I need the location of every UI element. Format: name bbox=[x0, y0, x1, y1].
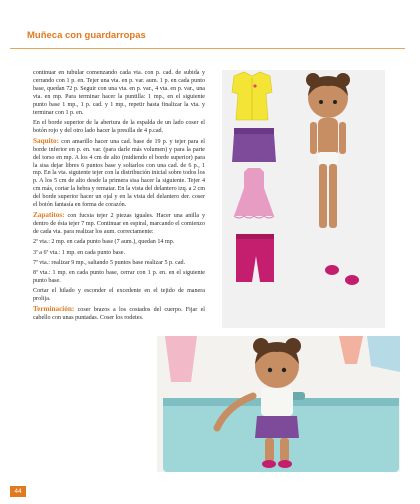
section-saquito bbox=[33, 138, 205, 210]
zapatitos-heading: Zapatitos: bbox=[33, 211, 65, 220]
saquito-heading: Saquito: bbox=[33, 136, 59, 145]
amigurumi-doll bbox=[306, 73, 350, 228]
fuchsia-shoe-right bbox=[345, 275, 359, 285]
round-3-6: 3ª a 6ª vta.: 1 mp. en cada punto base. bbox=[33, 249, 126, 256]
hanging-fabric-pink bbox=[165, 336, 197, 382]
paragraph-button: En el borde superior de la abertura de la espalda de un lado coser el botón rojo y del otro lado hacer la presilla de 4 p.cad. bbox=[33, 119, 205, 134]
chapter-title: Muñeca con guardarropas bbox=[27, 30, 146, 41]
fuchsia-pants bbox=[236, 234, 274, 282]
paragraph-continue: continuar en tubular comenzando cada vta. con p. cad. de subida y cerrando con 1 p. en. Tejer una vta. en p. var. aum. 1 p. en cada punto base, quedan 72 p. Seguir con una vta. en p. var., 4 vta. en p. var., una vta. en mp. Para terminar hacer la puntilla: 1 mp., en el siguiente punto base 1 mp., 1 p. cad. y 1 mp., repetir hasta finalizar la vta. y terminar con 1 p. en. bbox=[33, 70, 205, 116]
terminacion-text: coser brazos a los costados del cuerpo. Fijar el cabello con unas puntadas. Coser los rodetes. bbox=[33, 307, 205, 322]
doll-wardrobe-photo bbox=[222, 70, 385, 328]
round-7: 7ª vta.: realizar 9 mp., saltando 5 puntos base realizar 5 p. cad. bbox=[33, 259, 186, 266]
purple-skirt bbox=[232, 128, 276, 162]
pattern-text-column bbox=[33, 70, 205, 325]
yellow-cardigan bbox=[232, 72, 272, 120]
saquito-text: con amarillo hacer una cad. base de 19 p. y tejer para el borde inferior en p. en. var. (para darle más volumen) y para la parte del torso en mp. A los 4 cm de alto (midiendo el borde superior) para la sisa dejar libres 6 puntos base y soltarlos con una cad. de 6 p., 1 mp. En la vta. siguiente tejer con la distribución inicial sobre todos los p. A los 5 cm de alto desde la primera sisa hacer la siguiente. Tejer 4 cm más, cortar la hebra y rematar. En la vista del delantero izq. a 2 cm del borde superior hacer un ojal y en la vista del delantero der. coser el botón fantasía en forma de corazón. bbox=[33, 138, 205, 209]
round-2: 2ª vta.: 2 mp. en cada punto base (7 aum.), quedan 14 mp. bbox=[33, 239, 175, 246]
terminacion-heading: Terminación: bbox=[33, 305, 75, 314]
zapatitos-text: con fucsia tejer 2 piezas iguales. Hacer una anilla y dentro de ésta tejer 7 mp. Continuar en espiral, marcando el comienzo de cada vta. para realizar los aum. correctamente: bbox=[33, 213, 205, 236]
round-8: 8ª vta.: 1 mp. en cada punto base, cerrar con 1 p. en. en el siguiente punto base. bbox=[33, 269, 205, 284]
fuchsia-shoe-left bbox=[325, 265, 339, 275]
page-number: 44 bbox=[10, 486, 26, 497]
hanging-fabric-coral bbox=[339, 336, 363, 364]
pink-dress bbox=[234, 168, 274, 218]
paragraph-finish: Cortar el hilado y esconder el excedente en el tejido de manera prolija. bbox=[33, 288, 205, 302]
hanging-fabric-blue bbox=[367, 336, 400, 372]
section-terminacion bbox=[33, 306, 205, 323]
dressed-doll-photo bbox=[157, 336, 400, 472]
header-divider bbox=[10, 48, 405, 49]
section-zapatitos bbox=[33, 212, 205, 237]
